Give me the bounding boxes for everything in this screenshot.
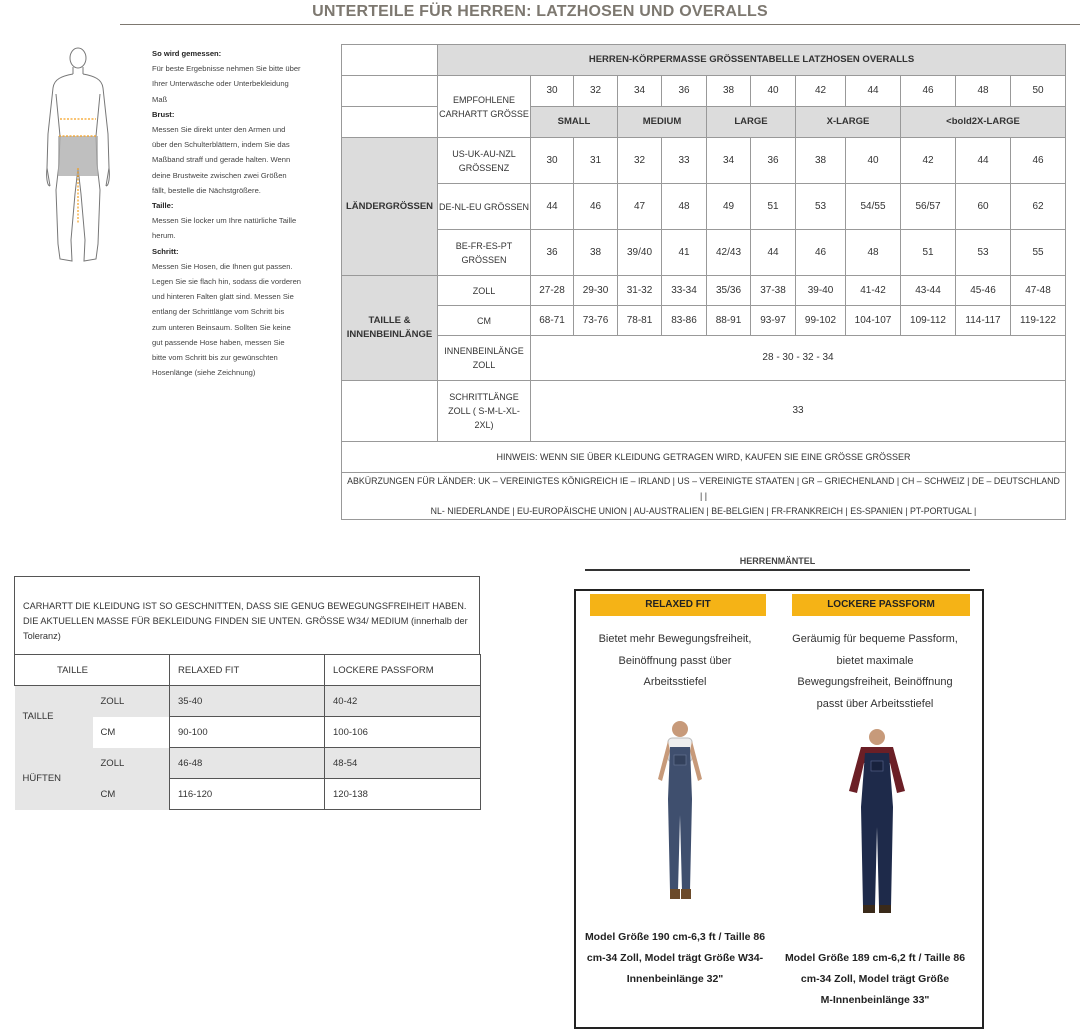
hint-text: HINWEIS: WENN SIE ÜBER KLEIDUNG GETRAGEN WIRD, KAUFEN SIE EINE GRÖSSE GRÖSSER [342, 442, 1066, 473]
be-cell: 46 [796, 230, 846, 276]
waist-inseam-label: TAILLE & INNENBEINLÄNGE [342, 276, 438, 381]
col-lockere: LOCKERE PASSFORM [325, 655, 481, 686]
taille-zoll-row [15, 686, 481, 717]
be-label: BE-FR-ES-PT GRÖSSEN [438, 230, 531, 276]
abbreviations-line-2: NL- NIEDERLANDE | EU-EUROPÄISCHE UNION | AU-AUSTRALIEN | BE-BELGIEN | FR-FRANKREICH | ES-SPANIEN | PT-PORTUGAL | [430, 505, 977, 516]
de-cell: 46 [574, 184, 618, 230]
fit-table [14, 654, 481, 810]
de-cell: 49 [707, 184, 751, 230]
us-cell: 33 [662, 138, 707, 184]
chest-heading: Brust: [152, 109, 175, 119]
hint-row [342, 442, 1066, 473]
coats-divider [585, 569, 970, 571]
de-cell: 60 [956, 184, 1011, 230]
inseam-heading: Schritt: [152, 246, 179, 256]
lockere-taille-zoll: 40-42 [325, 686, 481, 717]
waist-text-2: herum. [152, 231, 176, 241]
inseam-label: INNENBEINLÄNGE ZOLL [438, 336, 531, 381]
schritt-value: 33 [531, 381, 1066, 442]
cm-cell: 104-107 [846, 306, 901, 336]
us-cell: 46 [1011, 138, 1066, 184]
relaxed-fit-description: Bietet mehr Bewegungsfreiheit, Beinöffnung passt über Arbeitsstiefel [598, 633, 752, 688]
chest-text-2: über den Schulterblättern, indem Sie das [152, 140, 290, 150]
chest-text-4: deine Brustweite zwischen zwei Größen [152, 170, 287, 180]
cm-cell: 93-97 [751, 306, 796, 336]
inseam-text-4: entlang der Schrittlänge vom Schritt bis [152, 307, 285, 317]
size-cell: 32 [574, 76, 618, 107]
cm-cell: 78-81 [618, 306, 662, 336]
size-cell: 48 [956, 76, 1011, 107]
de-cell: 62 [1011, 184, 1066, 230]
size-cell: 30 [531, 76, 574, 107]
be-row [342, 230, 1066, 276]
page-title: UNTERTEILE FÜR HERREN: LATZHOSEN UND OVERALLS [312, 3, 768, 20]
us-cell: 42 [901, 138, 956, 184]
cm-unit: CM [100, 726, 116, 738]
size-group-xlarge: X-LARGE [796, 107, 901, 138]
waist-heading: Taille: [152, 201, 174, 211]
zoll-cell: 39-40 [796, 276, 846, 306]
instructions-intro-2: Ihrer Unterwäsche oder Unterbekleidung [152, 79, 289, 89]
inseam-text-2: Legen Sie sie flach hin, sodass die vorderen [152, 277, 302, 287]
size-cell: 34 [618, 76, 662, 107]
instructions-intro-1: Für beste Ergebnisse nehmen Sie bitte über [152, 64, 301, 74]
taille-label: TAILLE [15, 686, 93, 748]
size-group-small: SMALL [531, 107, 618, 138]
cm-row [342, 306, 1066, 336]
be-cell: 42/43 [707, 230, 751, 276]
lockere-passform-tag: LOCKERE PASSFORM [792, 594, 970, 616]
size-group-2xlarge: <bold2X-LARGE [901, 107, 1066, 138]
country-sizes-label: LÄNDERGRÖSSEN [342, 138, 438, 276]
relaxed-fit-tag: RELAXED FIT [590, 594, 766, 616]
measurement-instructions [152, 46, 308, 380]
waist-text-1: Messen Sie locker um Ihre natürliche Taille [152, 216, 297, 226]
inseam-row [342, 336, 1066, 381]
zoll-cell: 47-48 [1011, 276, 1066, 306]
inseam-text-5: zum unteren Beinsaum. Sollten Sie keine [152, 322, 291, 332]
table-header: HERREN-KÖRPERMASSE GRÖSSENTABELLE LATZHOSEN OVERALLS [438, 45, 1066, 76]
zoll-cell: 31-32 [618, 276, 662, 306]
size-cell: 40 [751, 76, 796, 107]
lockere-passform-model-image [835, 727, 919, 917]
be-cell: 53 [956, 230, 1011, 276]
zoll-cell: 41-42 [846, 276, 901, 306]
us-cell: 30 [531, 138, 574, 184]
size-chart-table [341, 44, 1066, 520]
relaxed-fit-caption: Model Größe 190 cm-6,3 ft / Taille 86 cm-34 Zoll, Model trägt Größe W34- Innenbeinlänge 32" [584, 931, 766, 985]
zoll-cell: 43-44 [901, 276, 956, 306]
de-cell: 54/55 [846, 184, 901, 230]
size-group-medium: MEDIUM [618, 107, 707, 138]
de-cell: 47 [618, 184, 662, 230]
hueften-zoll-row [15, 748, 481, 779]
us-cell: 31 [574, 138, 618, 184]
chest-text-3: Maßband straff und gerade halten. Wenn [152, 155, 291, 165]
size-cell: 46 [901, 76, 956, 107]
relaxed-hueften-zoll: 46-48 [170, 748, 325, 779]
col-taille: TAILLE [15, 655, 170, 686]
de-label: DE-NL-EU GRÖSSEN [438, 184, 531, 230]
us-row [342, 138, 1066, 184]
coats-panel [574, 589, 984, 1029]
inseam-text-1: Messen Sie Hosen, die Ihnen gut passen. [152, 261, 293, 271]
be-cell: 36 [531, 230, 574, 276]
zoll-cell: 35/36 [707, 276, 751, 306]
abbreviations-row [342, 473, 1066, 520]
inseam-text-6: gut passende Hose haben, messen Sie [152, 337, 285, 347]
zoll-cell: 29-30 [574, 276, 618, 306]
be-cell: 38 [574, 230, 618, 276]
lockere-passform-description: Geräumig für bequeme Passform, bietet maximale Bewegungsfreiheit, Beinöffnung passt über Arbeitsstiefel [792, 633, 958, 710]
zoll-unit: ZOLL [93, 748, 170, 779]
inseam-text-7: bitte vom Schritt bis zur gewünschten [152, 353, 278, 363]
fit-note: CARHARTT DIE KLEIDUNG IST SO GESCHNITTEN, DASS SIE GENUG BEWEGUNGSFREIHEIT HABEN. DIE AKTUELLEN MASSE FÜR BEKLEIDUNG FINDEN SIE UNTEN. GRÖSSE W34/ MEDIUM (innerhalb der Toleranz) [14, 576, 480, 654]
inseam-text-8: Hosenlänge (siehe Zeichnung) [152, 368, 256, 378]
size-row [342, 76, 1066, 107]
cm-cell: 73-76 [574, 306, 618, 336]
lockere-passform-caption: Model Größe 189 cm-6,2 ft / Taille 86 cm-34 Zoll, Model trägt Größe M-Innenbeinlänge 33" [784, 952, 966, 1006]
inseam-value: 28 - 30 - 32 - 34 [531, 336, 1066, 381]
zoll-cell: 27-28 [531, 276, 574, 306]
hueften-label: HÜFTEN [15, 748, 93, 810]
be-cell: 48 [846, 230, 901, 276]
cm-cell: 88-91 [707, 306, 751, 336]
relaxed-taille-zoll: 35-40 [170, 686, 325, 717]
cm-cell: 114-117 [956, 306, 1011, 336]
coats-heading: HERRENMÄNTEL [739, 556, 816, 566]
cm-unit: CM [93, 779, 170, 810]
be-cell: 39/40 [618, 230, 662, 276]
us-cell: 38 [796, 138, 846, 184]
carhartt-size-label: EMPFOHLENE CARHARTT GRÖSSE [438, 76, 531, 138]
zoll-label: ZOLL [438, 276, 531, 306]
be-cell: 51 [901, 230, 956, 276]
de-cell: 48 [662, 184, 707, 230]
zoll-cell: 45-46 [956, 276, 1011, 306]
cm-cell: 99-102 [796, 306, 846, 336]
cm-cell: 83-86 [662, 306, 707, 336]
us-label: US-UK-AU-NZL GRÖSSENZ [438, 138, 531, 184]
abbreviations-line-1: ABKÜRZUNGEN FÜR LÄNDER: UK – VEREINIGTES KÖNIGREICH IE – IRLAND | US – VEREINIGTE STAATEN | GR – GRIECHENLAND | CH – SCHWEIZ | DE – DEUTSCHLAND | | [347, 475, 1060, 501]
de-cell: 44 [531, 184, 574, 230]
us-cell: 34 [707, 138, 751, 184]
table-header-row [342, 45, 1066, 76]
size-group-large: LARGE [707, 107, 796, 138]
body-measurement-figure [38, 44, 118, 266]
zoll-unit: ZOLL [93, 686, 170, 717]
size-cell: 36 [662, 76, 707, 107]
size-cell: 38 [707, 76, 751, 107]
fit-measurements [14, 576, 480, 810]
cm-cell: 119-122 [1011, 306, 1066, 336]
be-cell: 41 [662, 230, 707, 276]
chest-text-1: Messen Sie direkt unter den Armen und [152, 125, 286, 135]
schritt-label: SCHRITTLÄNGE ZOLL ( S-M-L-XL-2XL) [438, 381, 531, 442]
be-cell: 44 [751, 230, 796, 276]
lockere-taille-cm: 100-106 [325, 717, 481, 748]
us-cell: 32 [618, 138, 662, 184]
zoll-cell: 33-34 [662, 276, 707, 306]
zoll-row [342, 276, 1066, 306]
de-row [342, 184, 1066, 230]
title-divider [120, 24, 1080, 25]
size-cell: 50 [1011, 76, 1066, 107]
cm-cell: 68-71 [531, 306, 574, 336]
relaxed-taille-cm: 90-100 [170, 717, 325, 748]
cm-cell: 109-112 [901, 306, 956, 336]
schritt-row [342, 381, 1066, 442]
size-cell: 42 [796, 76, 846, 107]
de-cell: 53 [796, 184, 846, 230]
relaxed-hueften-cm: 116-120 [170, 779, 325, 810]
size-cell: 44 [846, 76, 901, 107]
inseam-text-3: und hinteren Falten glatt sind. Messen Sie [152, 292, 294, 302]
instructions-intro-3: Maß [152, 94, 168, 104]
cm-label: CM [438, 306, 531, 336]
fit-header-row [15, 655, 481, 686]
zoll-cell: 37-38 [751, 276, 796, 306]
instructions-heading: So wird gemessen: [152, 49, 222, 58]
lockere-hueften-cm: 120-138 [325, 779, 481, 810]
us-cell: 36 [751, 138, 796, 184]
be-cell: 55 [1011, 230, 1066, 276]
us-cell: 44 [956, 138, 1011, 184]
de-cell: 56/57 [901, 184, 956, 230]
us-cell: 40 [846, 138, 901, 184]
col-relaxed: RELAXED FIT [170, 655, 325, 686]
lockere-hueften-zoll: 48-54 [325, 748, 481, 779]
relaxed-fit-model-image [640, 719, 720, 909]
chest-text-5: fällt, bestelle die Nächstgrößere. [152, 185, 261, 195]
de-cell: 51 [751, 184, 796, 230]
